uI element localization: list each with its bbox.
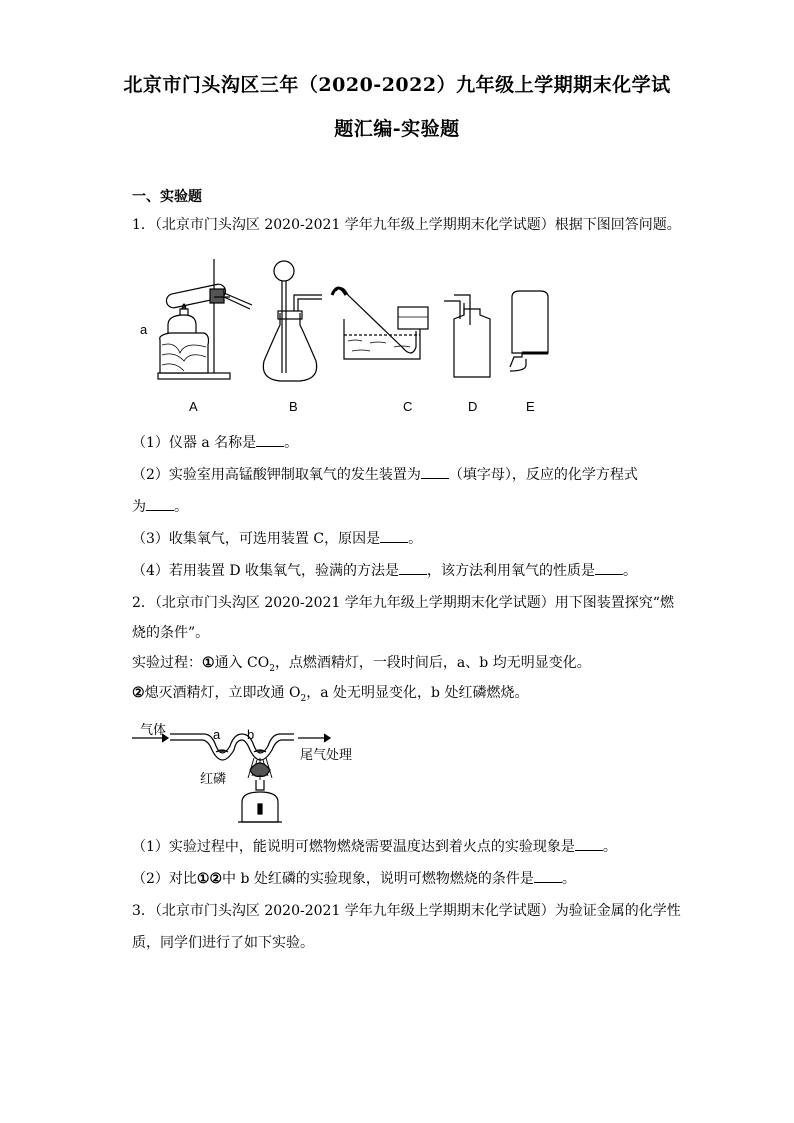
q2-procedure-1 xyxy=(132,652,591,674)
q2-part1-text: （1）实验过程中，能说明可燃物燃烧需要温度达到着火点的实验现象是 xyxy=(132,839,575,855)
proc-label: 实验过程： xyxy=(132,655,202,671)
q1-part3-text: （3）收集氧气，可选用装置 C，原因是 xyxy=(132,531,381,547)
q1-part2 xyxy=(132,464,638,484)
apparatus-a xyxy=(158,259,252,379)
punct: 。 xyxy=(561,871,576,887)
apparatus-b xyxy=(263,261,322,381)
answer-blank[interactable] xyxy=(534,870,562,883)
proc-2-text-a: 熄灭酒精灯，立即改通 O xyxy=(144,685,301,701)
q2-label-b: b xyxy=(247,727,255,742)
answer-blank[interactable] xyxy=(595,562,623,575)
doc-title-line1: 北京市门头沟区三年（2020-2022）九年级上学期期末化学试 xyxy=(123,74,671,96)
q1-label-a: a xyxy=(140,322,148,337)
q1-part2-text-b: （填字母），反应的化学方程式 xyxy=(448,467,638,483)
step-1-marker: ① xyxy=(196,871,210,887)
step-2-marker: ② xyxy=(132,685,145,701)
answer-blank[interactable] xyxy=(380,530,408,543)
q1-part4-text-b: ，该方法利用氧气的性质是 xyxy=(427,563,596,579)
proc-1-text-b: ，点燃酒精灯，一段时间后，a、b 均无明显变化。 xyxy=(274,655,591,671)
apparatus-d xyxy=(444,295,490,377)
q1-label-A: A xyxy=(189,399,198,414)
q2-label-phosphorus: 红磷 xyxy=(200,771,227,786)
q1-part4 xyxy=(132,560,637,580)
punct: 。 xyxy=(408,531,423,547)
q3-stem-line2: 质，同学们进行了如下实验。 xyxy=(132,935,314,951)
q2-label-tail-gas: 尾气处理 xyxy=(300,747,353,762)
subscript: 2 xyxy=(300,693,307,704)
q2-label-a: a xyxy=(213,727,221,742)
q1-label-B: B xyxy=(289,399,298,414)
answer-blank[interactable] xyxy=(146,498,174,511)
q1-label-D: D xyxy=(468,399,478,414)
step-1-marker: ① xyxy=(202,655,215,671)
q2-part2-text-b: 中 b 处红磷的实验现象，说明可燃物燃烧的条件是 xyxy=(222,871,534,887)
proc-2-text-b: ，a 处无明显变化，b 处红磷燃烧。 xyxy=(306,685,529,701)
q1-part2-text-c: 为 xyxy=(132,499,146,515)
q3-stem-line1: 3．（北京市门头沟区 2020-2021 学年九年级上学期期末化学试题）为验证金属的化学性 xyxy=(132,903,681,919)
q1-label-C: C xyxy=(403,399,413,414)
q2-label-gas: 气体 xyxy=(140,722,167,737)
q2-part1 xyxy=(132,836,617,856)
punct: 。 xyxy=(174,499,188,515)
q1-apparatus-figure xyxy=(130,255,570,385)
punct: 。 xyxy=(284,435,299,451)
punct: 。 xyxy=(623,563,638,579)
q2-stem-line1: 2．（北京市门头沟区 2020-2021 学年九年级上学期期末化学试题）用下图装置探究“燃 xyxy=(132,595,674,611)
answer-blank[interactable] xyxy=(256,434,284,447)
q2-part2 xyxy=(132,868,576,888)
proc-1-text-a: 通入 CO xyxy=(214,655,270,671)
q2-part2-text-a: （2）对比 xyxy=(132,871,197,887)
section-heading: 一、实验题 xyxy=(132,189,202,205)
q2-procedure-2 xyxy=(132,682,528,704)
q1-part2-cont xyxy=(132,496,188,516)
answer-blank[interactable] xyxy=(421,466,449,479)
q2-stem-line2: 烧的条件”。 xyxy=(132,625,210,641)
q1-part4-text-a: （4）若用装置 D 收集氧气，验满的方法是 xyxy=(132,563,400,579)
q1-part3 xyxy=(132,528,422,548)
step-2-marker: ② xyxy=(209,871,223,887)
q1-part1 xyxy=(132,432,298,452)
subscript: 2 xyxy=(269,663,275,674)
apparatus-e xyxy=(510,291,548,371)
q1-part1-text: （1）仪器 a 名称是 xyxy=(132,435,257,451)
q1-part2-text-a: （2）实验室用高锰酸钾制取氧气的发生装置为 xyxy=(132,467,421,483)
answer-blank[interactable] xyxy=(575,838,603,851)
q1-label-E: E xyxy=(526,399,535,414)
doc-title-line2: 题汇编-实验题 xyxy=(334,118,460,140)
q1-stem: 1．（北京市门头沟区 2020-2021 学年九年级上学期期末化学试题）根据下图回答问题。 xyxy=(132,217,681,233)
apparatus-c xyxy=(332,288,428,359)
punct: 。 xyxy=(602,839,617,855)
answer-blank[interactable] xyxy=(399,562,427,575)
